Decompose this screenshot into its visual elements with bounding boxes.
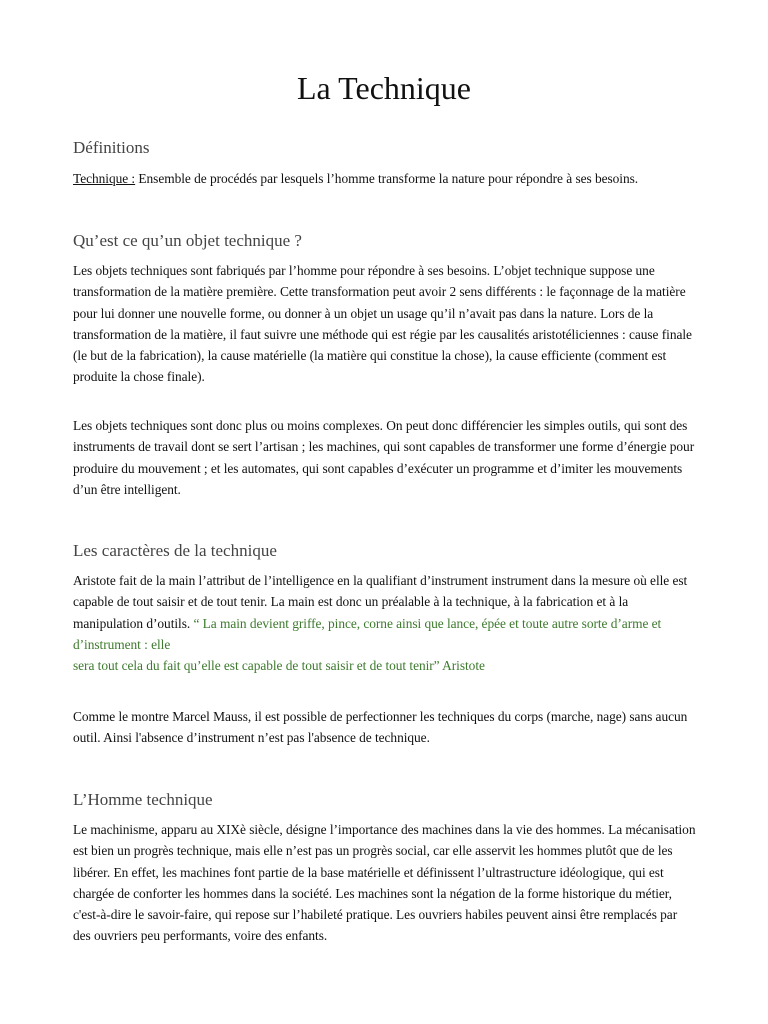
section-heading-objet-technique: Qu’est ce qu’un objet technique ?: [73, 231, 302, 250]
section-heading-definitions: Définitions: [73, 138, 150, 157]
definition-paragraph: [73, 168, 698, 189]
paragraph-machinisme: Le machinisme, apparu au XIXè siècle, désigne l’importance des machines dans la vie des hommes. La mécanisation est bien un progrès technique, mais elle n’est pas un progrès social, car elle asservit les hommes plutôt que de les libérer. En effet, les machines font partie de la base matérielle et définissent l’ultrastructure idéologique, qui est chargée de conforter les hommes dans la société. Les machines sont la négation de la forme historique du métier, c'est-à-dire le savoir-faire, qui repose sur l’habileté pratique. Les ouvriers habiles peuvent ainsi être remplacés par des ouvriers peu performants, voire des enfants.: [73, 822, 696, 944]
aristote-quote-part2: sera tout cela du fait qu’elle est capable de tout saisir et de tout tenir” Aristote: [73, 658, 485, 674]
aristote-quote-part1: “ La main devient griffe, pince, corne ainsi que lance, épée et toute autre sorte d’arme et d’instrument : elle: [73, 615, 662, 652]
page-title: La Technique: [297, 70, 471, 106]
definition-text: Ensemble de procédés par lesquels l’homme transforme la nature pour répondre à ses besoins.: [135, 171, 639, 186]
paragraph-marcel-mauss: Comme le montre Marcel Mauss, il est possible de perfectionner les techniques du corps (marche, nage) sans aucun outil. Ainsi l'absence d’instrument n’est pas l'absence de technique.: [73, 709, 688, 746]
paragraph-objets-complexes: Les objets techniques sont donc plus ou moins complexes. On peut donc différencier les simples outils, qui sont des instruments de travail dont se sert l’artisan ; les machines, qui sont capables de transformer une forme d’énergie pour produire du mouvement ; et les automates, qui sont capables d’exécuter un programme et d’imiter les mouvements d’un être intelligent.: [73, 418, 695, 497]
paragraph-aristote-text: Aristote fait de la main l’attribut de l’intelligence en la qualifiant d’instrument instrument dans la mesure où elle est capable de tout saisir et de tout tenir. La main est donc un préalable à la technique, à la fabrication et à la manipulation d’outils.: [73, 573, 688, 631]
paragraph-aristote-main: [73, 570, 698, 676]
section-heading-homme-technique: L’Homme technique: [73, 790, 213, 809]
definition-term: Technique :: [73, 171, 136, 186]
paragraph-objets-fabriques: Les objets techniques sont fabriqués par l’homme pour répondre à ses besoins. L’objet technique suppose une transformation de la matière première. Cette transformation peut avoir 2 sens différents : le façonnage de la matière pour lui donner une nouvelle forme, ou donner à un objet un usage qu’il n’avait pas dans la nature. Lors de la transformation de la matière, il faut suivre une méthode qui est régie par les causalités aristotéliciennes : cause finale (le but de la fabrication), la cause matérielle (la matière qui constitue la chose), la cause efficiente (comment est produite la chose finale).: [73, 263, 692, 385]
section-heading-caracteres: Les caractères de la technique: [73, 541, 277, 560]
